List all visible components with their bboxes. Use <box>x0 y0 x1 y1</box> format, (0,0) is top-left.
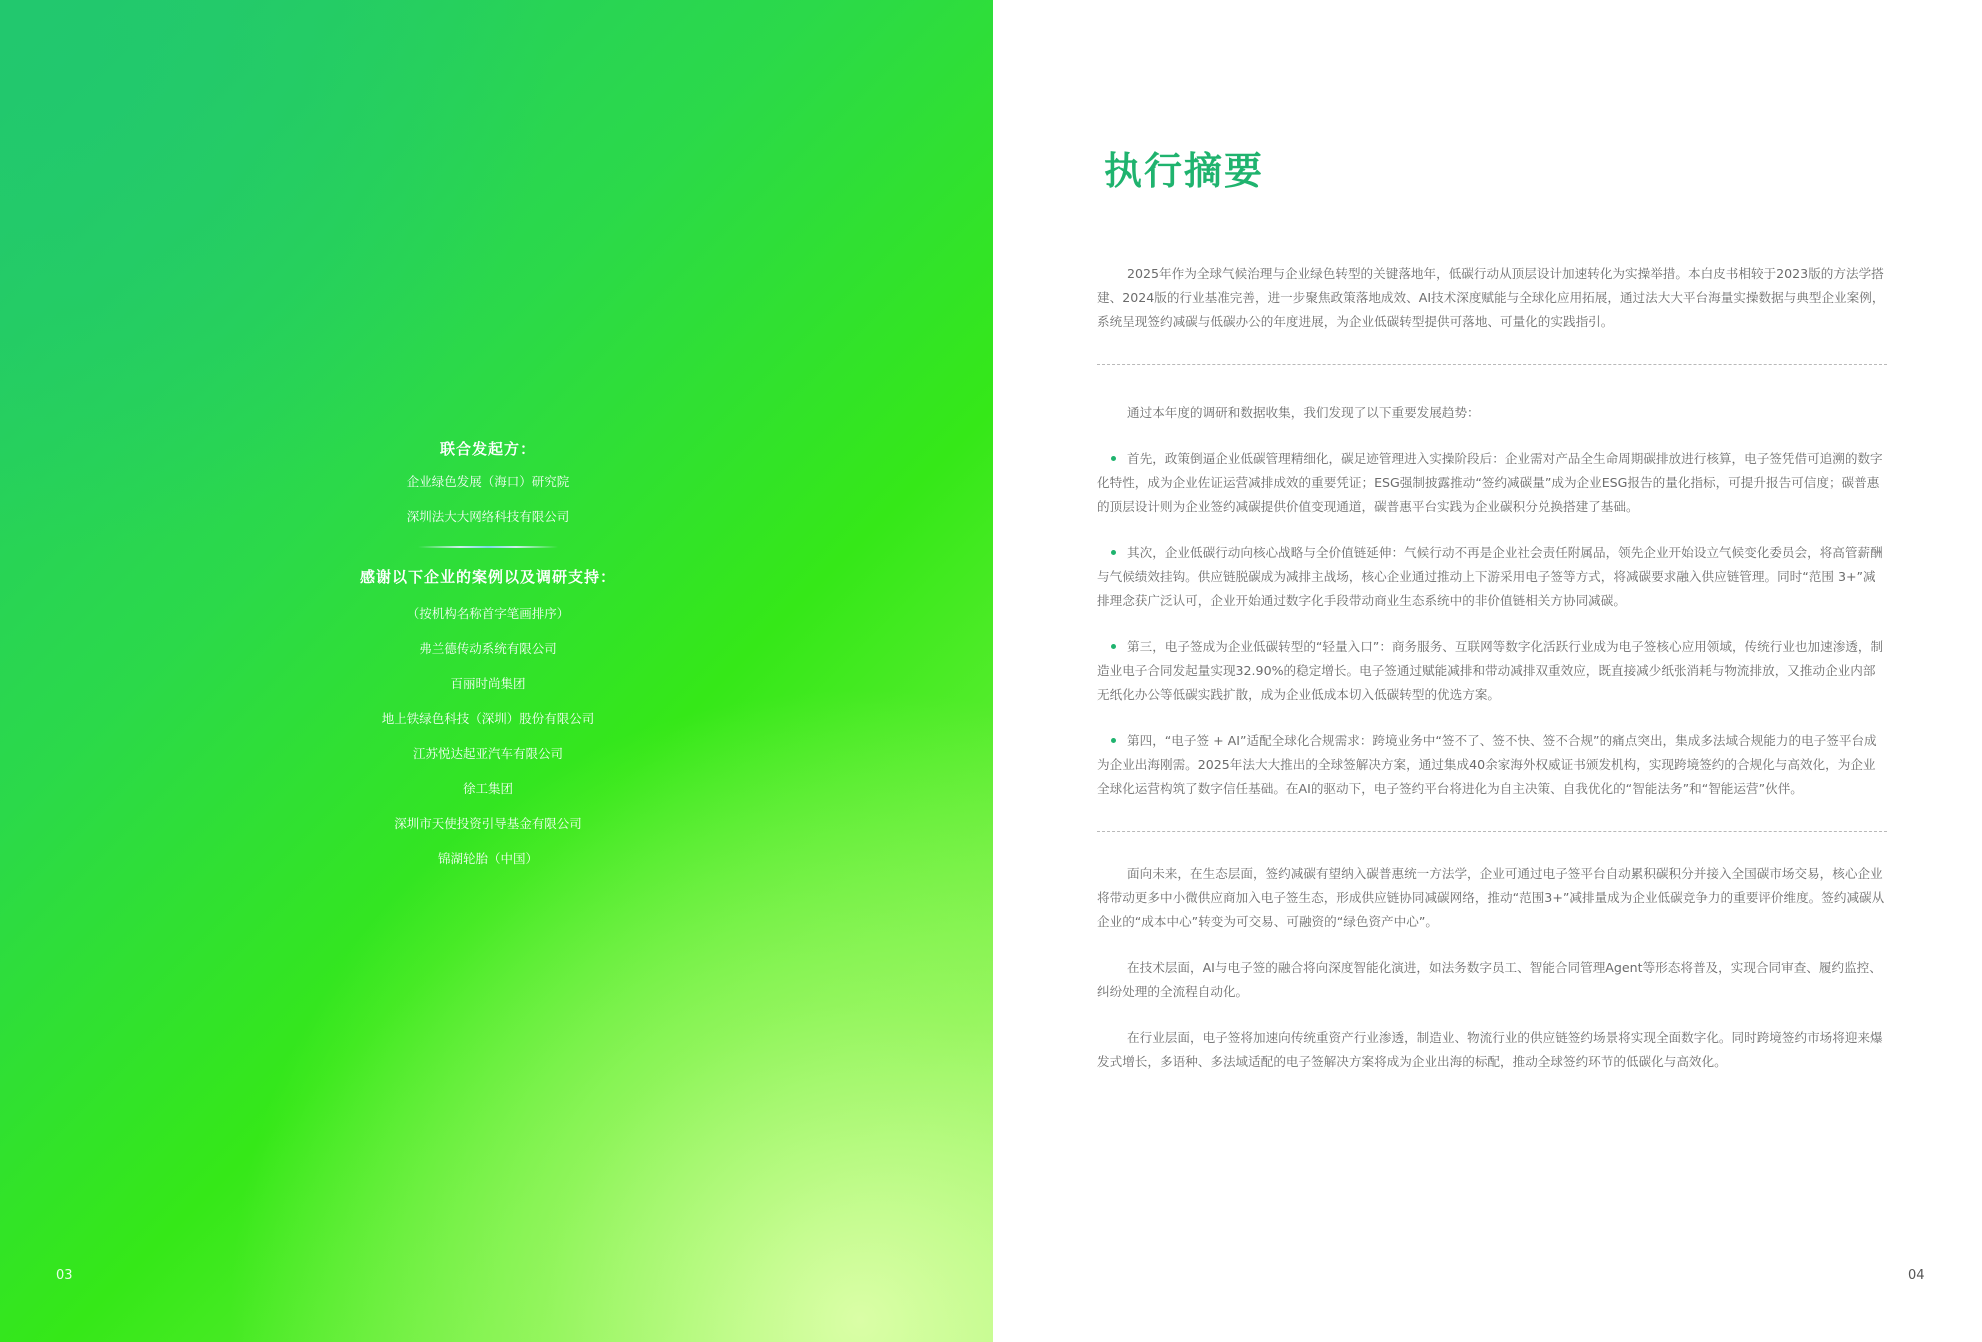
company-item: 徐工集团 <box>462 781 513 796</box>
trend-text: 首先，政策倒逼企业低碳管理精细化，碳足迹管理进入实操阶段后：企业需对产品全生命周期碳排放进行核算，电子签凭借可追溯的数字化特性，成为企业佐证运营减排成效的重要凭证；ESG强制披露推动“签约减碳量”成为企业ESG报告的量化指标，可提升报告可信度；碳普惠的顶层设计则为企业签约减碳提供价值变现通道，碳普惠平台实践为企业碳积分兑换搭建了基础。 <box>1097 451 1883 514</box>
page-number-right: 04 <box>1908 1268 1925 1283</box>
outlook-paragraph: 面向未来，在生态层面，签约减碳有望纳入碳普惠统一方法学，企业可通过电子签平台自动累积碳积分并接入全国碳市场交易，核心企业将带动更多中小微供应商加入电子签生态，形成供应链协同减碳网络，推动“范围3+”减排量成为企业低碳竞争力的重要评价维度。签约减碳从企业的“成本中心”转变为可交易、可融资的“绿色资产中心”。 <box>1097 866 1885 929</box>
dashed-divider <box>1097 364 1887 365</box>
company-item: 弗兰德传动系统有限公司 <box>419 641 557 656</box>
trend-item <box>1097 541 1887 613</box>
outlook-paragraph: 在技术层面，AI与电子签的融合将向深度智能化演进，如法务数字员工、智能合同管理Agent等形态将普及，实现合同审查、履约监控、纠纷处理的全流程自动化。 <box>1097 960 1882 999</box>
trend-item <box>1097 635 1887 707</box>
company-item: 锦湖轮胎（中国） <box>437 851 538 866</box>
page-number-left: 03 <box>56 1268 73 1283</box>
trends-intro: 通过本年度的调研和数据收集，我们发现了以下重要发展趋势： <box>1127 405 1480 420</box>
sort-note: （按机构名称首字笔画排序） <box>406 606 570 621</box>
thanks-heading: 感谢以下企业的案例以及调研支持： <box>359 568 616 586</box>
sponsor-item: 深圳法大大网络科技有限公司 <box>406 509 570 524</box>
trend-item <box>1097 729 1887 801</box>
bullet-dot-icon <box>1111 644 1116 649</box>
company-item: 地上铁绿色科技（深圳）股份有限公司 <box>381 711 595 726</box>
bullet-dot-icon <box>1111 738 1116 743</box>
company-item: 江苏悦达起亚汽车有限公司 <box>412 746 563 761</box>
gradient-divider <box>418 546 558 548</box>
page-title: 执行摘要 <box>1104 149 1265 193</box>
intro-paragraph: 2025年作为全球气候治理与企业绿色转型的关键落地年，低碳行动从顶层设计加速转化为实操举措。本白皮书相较于2023版的方法学搭建、2024版的行业基准完善，进一步聚焦政策落地成效、AI技术深度赋能与全球化应用拓展，通过法大大平台海量实操数据与典型企业案例，系统呈现签约减碳与低碳办公的年度进展，为企业低碳转型提供可落地、可量化的实践指引。 <box>1097 266 1885 329</box>
credits-block <box>338 434 638 876</box>
trend-text: 第三，电子签成为企业低碳转型的“轻量入口”：商务服务、互联网等数字化活跃行业成为电子签核心应用领域，传统行业也加速渗透，制造业电子合同发起量实现32.90%的稳定增长。电子签通过赋能减排和带动减排双重效应，既直接减少纸张消耗与物流排放，又推动企业内部无纸化办公等低碳实践扩散，成为企业低成本切入低碳转型的优选方案。 <box>1097 639 1884 702</box>
bullet-dot-icon <box>1111 550 1116 555</box>
summary-content <box>1097 262 1887 1074</box>
trend-item <box>1097 447 1887 519</box>
trend-text: 其次，企业低碳行动向核心战略与全价值链延伸：气候行动不再是企业社会责任附属品，领先企业开始设立气候变化委员会，将高管薪酬与气候绩效挂钩。供应链脱碳成为减排主战场，核心企业通过推动上下游采用电子签等方式，将减碳要求融入供应链管理。同时“范围 3+”减排理念获广泛认可，企业开始通过数字化手段带动商业生态系统中的非价值链相关方协同减碳。 <box>1097 545 1883 608</box>
sponsors-heading: 联合发起方： <box>439 440 536 458</box>
outlook-paragraph: 在行业层面，电子签将加速向传统重资产行业渗透，制造业、物流行业的供应链签约场景将实现全面数字化。同时跨境签约市场将迎来爆发式增长，多语种、多法域适配的电子签解决方案将成为企业出海的标配，推动全球签约环节的低碳化与高效化。 <box>1097 1030 1883 1069</box>
trend-text: 第四，“电子签 + AI”适配全球化合规需求：跨境业务中“签不了、签不快、签不合规”的痛点突出，集成多法域合规能力的电子签平台成为企业出海刚需。2025年法大大推出的全球签解决方案，通过集成40余家海外权威证书颁发机构，实现跨境签约的合规化与高效化，为企业全球化运营构筑了数字信任基础。在AI的驱动下，电子签约平台将进化为自主决策、自我优化的“智能法务”和“智能运营”伙伴。 <box>1097 733 1877 796</box>
dashed-divider <box>1097 831 1887 832</box>
sponsor-item: 企业绿色发展（海口）研究院 <box>406 474 570 489</box>
company-item: 百丽时尚集团 <box>450 676 526 691</box>
company-item: 深圳市天使投资引导基金有限公司 <box>394 816 582 831</box>
bullet-dot-icon <box>1111 456 1116 461</box>
